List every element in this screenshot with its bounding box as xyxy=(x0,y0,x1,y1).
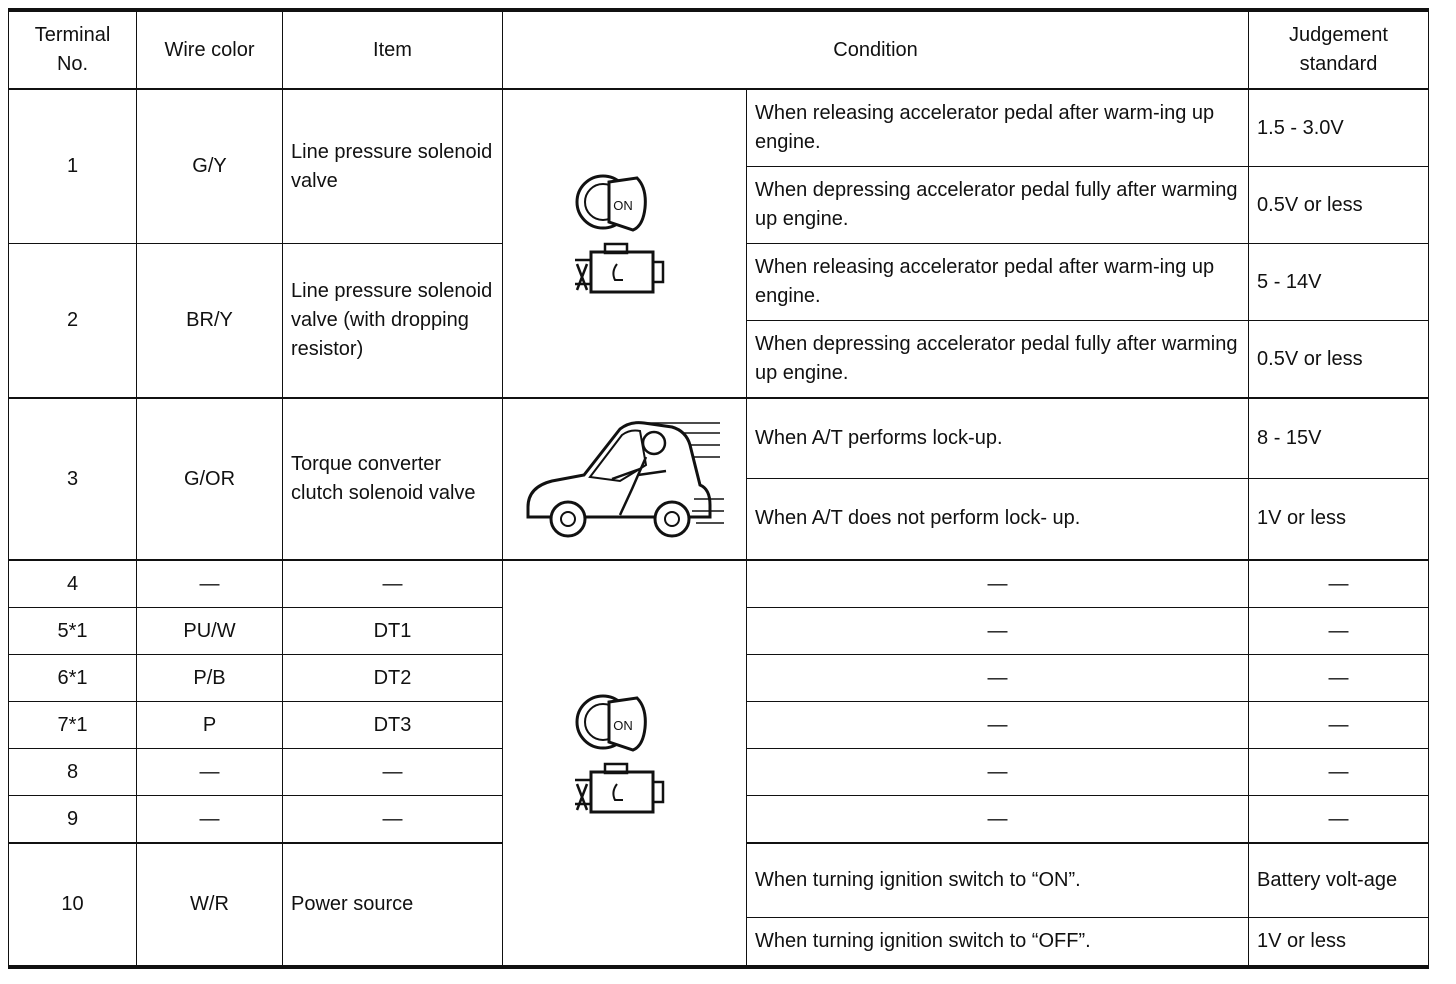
condition-cell: When releasing accelerator pedal after warm-ing up engine. xyxy=(747,89,1249,167)
condition-cell: — xyxy=(747,655,1249,702)
header-item: Item xyxy=(283,10,503,89)
judgement-cell: 0.5V or less xyxy=(1249,321,1429,399)
wire-color-cell: — xyxy=(137,560,283,608)
condition-cell: — xyxy=(747,796,1249,844)
item-cell: — xyxy=(283,796,503,844)
header-terminal: Terminal No. xyxy=(9,10,137,89)
terminal-table-container xyxy=(8,8,1428,969)
judgement-cell: — xyxy=(1249,560,1429,608)
item-cell: Line pressure solenoid valve xyxy=(283,89,503,244)
car-driving-icon xyxy=(520,405,730,545)
wire-color-cell: W/R xyxy=(137,843,283,967)
ignition-engine-icon-cell xyxy=(503,89,747,398)
condition-cell: When A/T does not perform lock- up. xyxy=(747,478,1249,560)
ignition-engine-icon-cell xyxy=(503,560,747,967)
judgement-cell: 1V or less xyxy=(1249,478,1429,560)
judgement-cell: 5 - 14V xyxy=(1249,244,1429,321)
table-row xyxy=(9,398,1429,478)
judgement-cell: — xyxy=(1249,702,1429,749)
terminal-judgement-table xyxy=(8,8,1429,969)
table-row xyxy=(9,89,1429,167)
table-row xyxy=(9,560,1429,608)
item-cell: Power source xyxy=(283,843,503,967)
svg-text:ON: ON xyxy=(612,717,633,733)
judgement-cell: — xyxy=(1249,608,1429,655)
wire-color-cell: G/Y xyxy=(137,89,283,244)
condition-cell: When depressing accelerator pedal fully after warming up engine. xyxy=(747,321,1249,399)
ignition-key-on-icon xyxy=(565,684,685,834)
judgement-cell: 0.5V or less xyxy=(1249,167,1429,244)
condition-cell: — xyxy=(747,560,1249,608)
wire-color-cell: P/B xyxy=(137,655,283,702)
condition-cell: — xyxy=(747,749,1249,796)
terminal-cell: 3 xyxy=(9,398,137,560)
judgement-cell: — xyxy=(1249,796,1429,844)
condition-cell: When turning ignition switch to “ON”. xyxy=(747,843,1249,917)
condition-cell: When depressing accelerator pedal fully after warming up engine. xyxy=(747,167,1249,244)
svg-text:ON: ON xyxy=(612,198,633,213)
engine-icon xyxy=(575,244,663,292)
condition-cell: When turning ignition switch to “OFF”. xyxy=(747,917,1249,967)
judgement-cell: Battery volt-age xyxy=(1249,843,1429,917)
terminal-cell: 10 xyxy=(9,843,137,967)
terminal-cell: 6*1 xyxy=(9,655,137,702)
item-cell: — xyxy=(283,749,503,796)
car-driving-icon-cell xyxy=(503,398,747,560)
terminal-cell: 8 xyxy=(9,749,137,796)
wire-color-cell: P xyxy=(137,702,283,749)
wire-color-cell: PU/W xyxy=(137,608,283,655)
terminal-cell: 2 xyxy=(9,244,137,399)
item-cell: DT3 xyxy=(283,702,503,749)
condition-cell: — xyxy=(747,702,1249,749)
wire-color-cell: BR/Y xyxy=(137,244,283,399)
header-judgement: Judgement standard xyxy=(1249,10,1429,89)
item-cell: Line pressure solenoid valve (with dropping resistor) xyxy=(283,244,503,399)
condition-cell: — xyxy=(747,608,1249,655)
engine-icon xyxy=(575,764,663,812)
terminal-cell: 1 xyxy=(9,89,137,244)
judgement-cell: 8 - 15V xyxy=(1249,398,1429,478)
judgement-cell: — xyxy=(1249,749,1429,796)
header-row xyxy=(9,10,1429,89)
judgement-cell: — xyxy=(1249,655,1429,702)
terminal-cell: 5*1 xyxy=(9,608,137,655)
item-cell: DT1 xyxy=(283,608,503,655)
wire-color-cell: G/OR xyxy=(137,398,283,560)
terminal-cell: 4 xyxy=(9,560,137,608)
item-cell: DT2 xyxy=(283,655,503,702)
terminal-cell: 7*1 xyxy=(9,702,137,749)
ignition-key-on-icon xyxy=(565,164,685,314)
header-wire-color: Wire color xyxy=(137,10,283,89)
judgement-cell: 1.5 - 3.0V xyxy=(1249,89,1429,167)
header-condition: Condition xyxy=(503,10,1249,89)
terminal-cell: 9 xyxy=(9,796,137,844)
judgement-cell: 1V or less xyxy=(1249,917,1429,967)
wire-color-cell: — xyxy=(137,796,283,844)
item-cell: — xyxy=(283,560,503,608)
condition-cell: When A/T performs lock-up. xyxy=(747,398,1249,478)
wire-color-cell: — xyxy=(137,749,283,796)
item-cell: Torque converter clutch solenoid valve xyxy=(283,398,503,560)
condition-cell: When releasing accelerator pedal after warm-ing up engine. xyxy=(747,244,1249,321)
